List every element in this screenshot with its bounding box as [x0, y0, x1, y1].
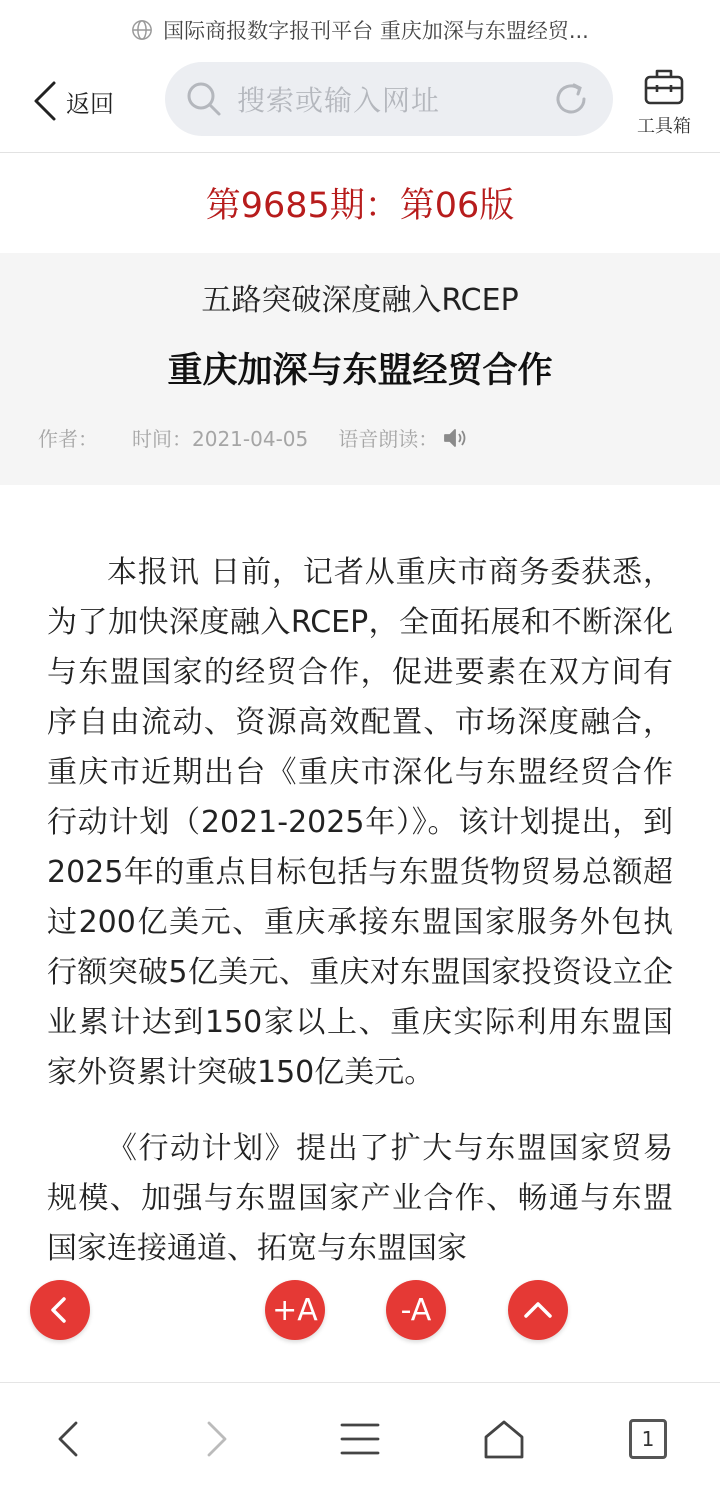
back-button[interactable] — [30, 78, 114, 124]
chevron-left-icon — [30, 79, 60, 123]
increase-font-button[interactable]: +A — [265, 1280, 325, 1340]
author-label: 作者： — [38, 427, 98, 451]
issue-heading: 第9685期：第06版 — [205, 186, 515, 226]
date-label: 时间：2021-04-05 — [132, 427, 309, 451]
home-icon — [482, 1417, 526, 1461]
menu-button[interactable] — [330, 1411, 390, 1467]
scroll-top-button[interactable] — [508, 1280, 568, 1340]
refresh-icon[interactable] — [551, 79, 591, 119]
search-input[interactable] — [165, 62, 613, 136]
chevron-right-icon — [193, 1417, 237, 1461]
chevron-up-icon — [521, 1293, 555, 1327]
chevron-left-icon — [48, 1417, 92, 1461]
article-header — [0, 253, 720, 485]
toolbox-label: 工具箱 — [637, 116, 691, 137]
search-icon — [185, 80, 223, 118]
browser-back-button[interactable] — [40, 1411, 100, 1467]
search-placeholder: 搜索或输入网址 — [237, 84, 441, 117]
back-label: 返回 — [66, 89, 114, 118]
browser-forward-button[interactable] — [185, 1411, 245, 1467]
tab-count-badge: 1 — [629, 1419, 667, 1459]
globe-icon — [131, 19, 153, 41]
tabs-button[interactable] — [618, 1411, 678, 1467]
menu-icon — [338, 1417, 382, 1461]
decrease-font-button[interactable]: -A — [386, 1280, 446, 1340]
article-meta — [38, 423, 468, 452]
page-title-bar — [0, 0, 720, 60]
article-body — [47, 548, 673, 1300]
article-subtitle: 五路突破深度融入RCEP — [201, 283, 519, 318]
article-title: 重庆加深与东盟经贸合作 — [167, 351, 553, 391]
chevron-left-icon — [43, 1293, 77, 1327]
article-paragraph: 本报讯 日前，记者从重庆市商务委获悉，为了加快深度融入RCEP，全面拓展和不断深化与东盟国家的经贸合作，促进要素在双方间有序自由流动、资源高效配置、市场深度融合，重庆市近期出台《重庆市深化与东盟经贸合作行动计划（2021-2025年）》。该计划提出，到2025年的重点目标包括与东盟货物贸易总额超过200亿美元、重庆承接东盟国家服务外包执行额突破5亿美元、重庆对东盟国家投资设立企业累计达到150家以上、重庆实际利用东盟国家外资累计突破150亿美元。 — [47, 555, 673, 1090]
home-button[interactable] — [474, 1411, 534, 1467]
speaker-icon[interactable] — [442, 426, 468, 450]
page-title: 国际商报数字报刊平台 重庆加深与东盟经贸... — [163, 19, 589, 43]
float-back-button[interactable] — [30, 1280, 90, 1340]
tts-label: 语音朗读： — [338, 427, 439, 451]
bottom-toolbar — [0, 1382, 720, 1493]
navigation-bar — [0, 60, 720, 152]
article-paragraph: 《行动计划》提出了扩大与东盟国家贸易规模、加强与东盟国家产业合作、畅通与东盟国家连接通道、拓宽与东盟国家 — [47, 1131, 673, 1266]
toolbox-icon — [642, 64, 686, 108]
toolbox-button[interactable] — [628, 64, 700, 140]
